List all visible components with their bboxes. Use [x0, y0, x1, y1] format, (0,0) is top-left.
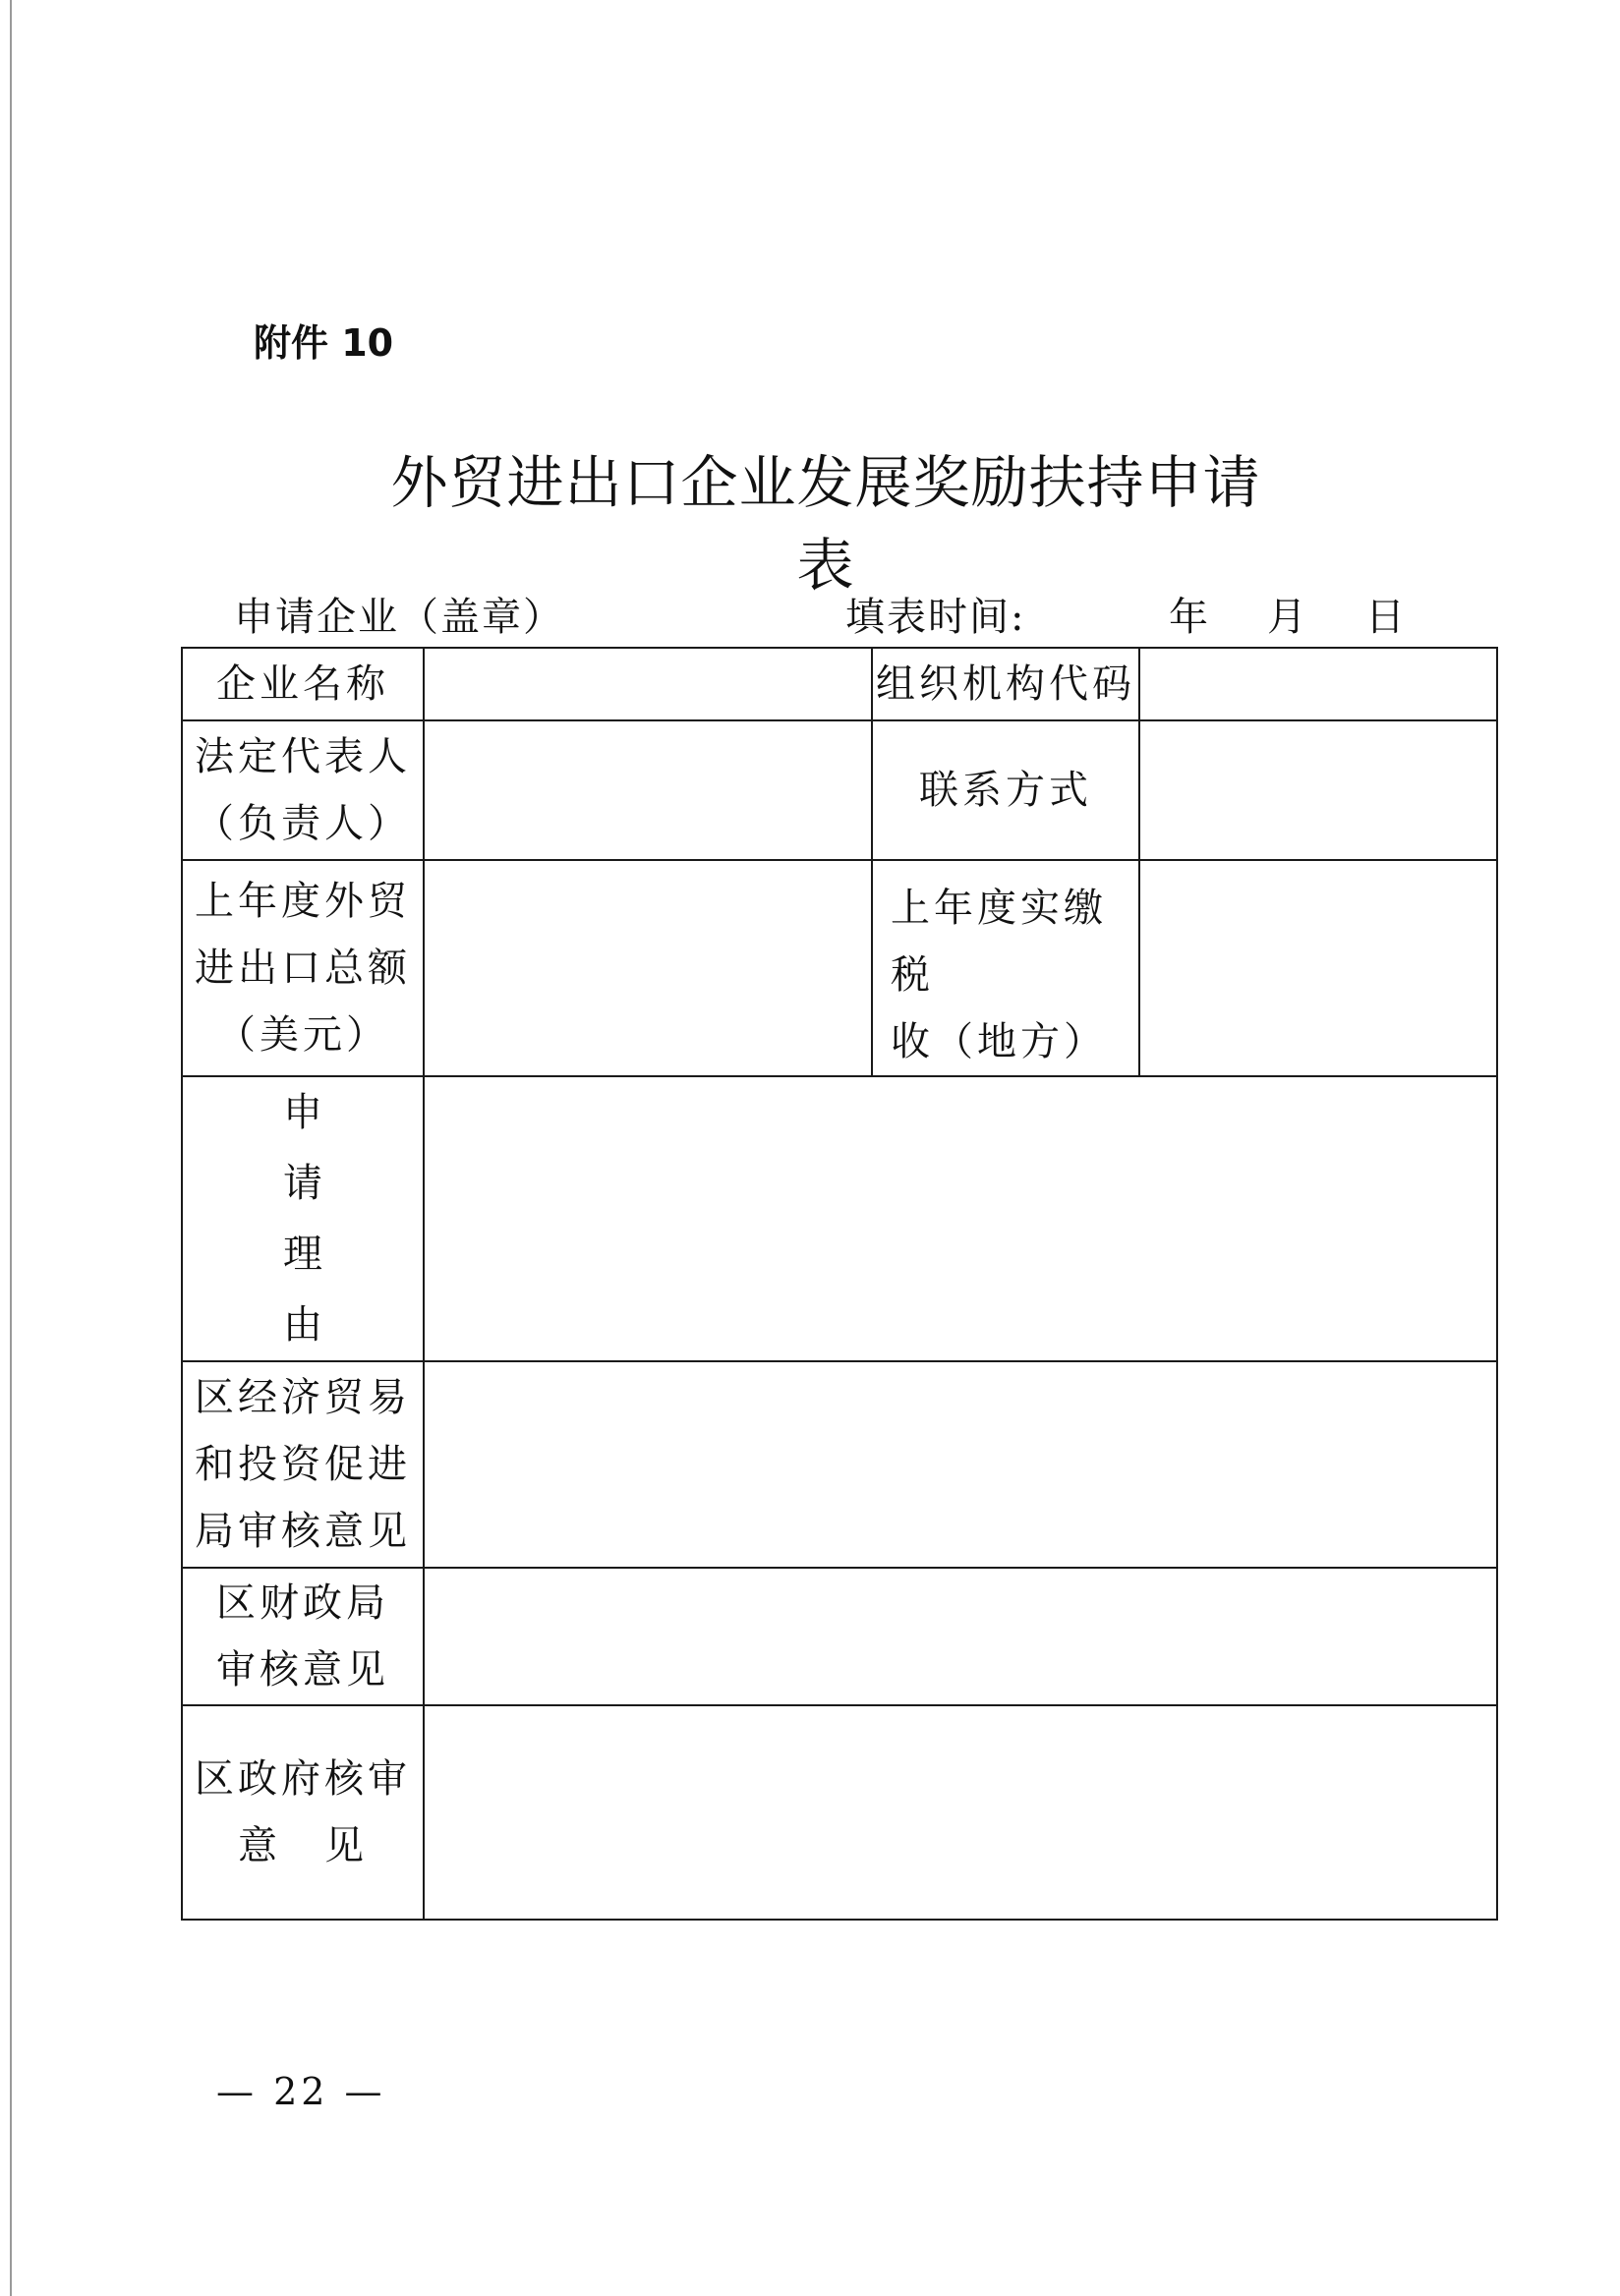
fill-date-label: 填表时间:	[845, 595, 1026, 640]
table-row	[182, 1568, 1497, 1705]
company-name-label: 企业名称	[182, 648, 424, 720]
form-title: 外贸进出口企业发展奖励扶持申请表	[390, 449, 1261, 599]
legal-rep-label-line2: （负责人）	[195, 801, 411, 846]
org-code-field[interactable]	[1139, 648, 1497, 720]
tax-field[interactable]	[1139, 860, 1497, 1076]
legal-rep-field[interactable]	[424, 720, 872, 860]
trade-total-label	[182, 860, 424, 1076]
trade-total-label-line3: （美元）	[216, 1012, 389, 1058]
legal-rep-label-line1: 法定代表人	[195, 734, 411, 779]
table-row	[182, 1705, 1497, 1920]
trade-total-label-line2: 进出口总额	[195, 946, 411, 991]
reason-label-text: 申请理由	[283, 1090, 322, 1348]
fill-date	[845, 586, 1435, 642]
gov-review-label	[182, 1705, 424, 1920]
economy-bureau-label-line3: 局审核意见	[195, 1509, 411, 1554]
trade-total-field[interactable]	[424, 860, 872, 1076]
reason-label	[182, 1076, 424, 1361]
table-row	[182, 1361, 1497, 1568]
gov-review-opinion-field[interactable]	[424, 1705, 1497, 1920]
finance-bureau-label-line2: 审核意见	[216, 1647, 389, 1693]
reason-field[interactable]	[424, 1076, 1497, 1361]
org-code-label: 组织机构代码	[872, 648, 1139, 720]
tax-label	[872, 860, 1139, 1076]
applicant-label: 申请企业（盖章）	[234, 595, 564, 640]
table-row	[182, 720, 1497, 860]
attachment-label: 附件 10	[254, 321, 394, 365]
tax-label-line1: 上年度实缴税	[891, 886, 1107, 998]
contact-label: 联系方式	[872, 720, 1139, 860]
table-row	[182, 648, 1497, 720]
table-row	[182, 860, 1497, 1076]
application-form-table	[181, 647, 1498, 1921]
economy-bureau-label-line1: 区经济贸易	[195, 1375, 411, 1420]
scan-edge-line	[10, 0, 12, 2296]
economy-bureau-opinion-field[interactable]	[424, 1361, 1497, 1568]
contact-field[interactable]	[1139, 720, 1497, 860]
page-number: — 22 —	[216, 2070, 386, 2113]
gov-review-label-line1: 区政府核审	[195, 1756, 411, 1802]
finance-bureau-label	[182, 1568, 424, 1705]
trade-total-label-line1: 上年度外贸	[195, 879, 411, 924]
table-row	[182, 1076, 1497, 1361]
economy-bureau-label	[182, 1361, 424, 1568]
finance-bureau-opinion-field[interactable]	[424, 1568, 1497, 1705]
tax-label-line2: 收（地方）	[891, 1019, 1107, 1064]
economy-bureau-label-line2: 和投资促进	[195, 1442, 411, 1487]
month-label: 月	[1267, 595, 1308, 640]
day-label: 日	[1365, 595, 1407, 640]
legal-rep-label	[182, 720, 424, 860]
company-name-field[interactable]	[424, 648, 872, 720]
finance-bureau-label-line1: 区财政局	[216, 1580, 389, 1626]
gov-review-label-line2: 意 见	[238, 1823, 368, 1868]
year-label: 年	[1169, 595, 1210, 640]
